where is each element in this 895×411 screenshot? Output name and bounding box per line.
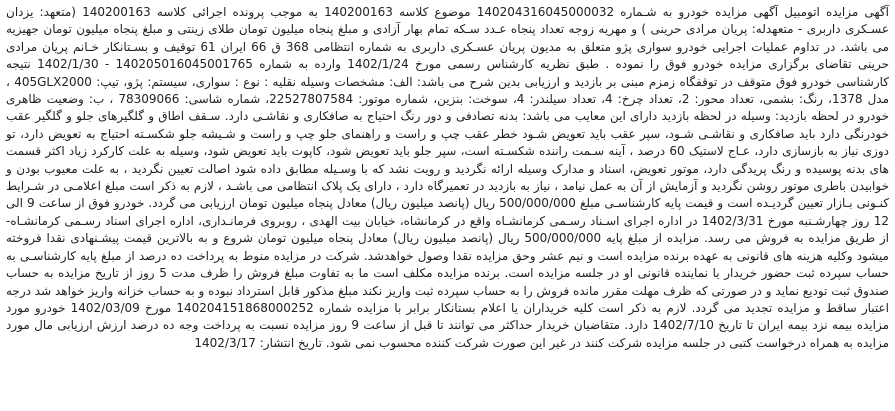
auction-notice-text: آگهی مزایده اتومبیل آگهی مزایده خودرو به شـماره 140204316045000032 موضوع کلاسه 140200163 به موجب پرونده اجرائی کلاسه 140200163 (متعهد: یزدان عسـکری داربری - متعهدله: پریان مرادی حرینی ) و مهریه زوجه تعداد پنجاه عـدد سـکه تمام بهار آزادی و مبلغ پنجاه میلیون تومان طلای زینتی و مبلغ پنجاه میلیون تومان جهیزیه می باشد. در تداوم عملیات اجرایی خودرو سواری پژو متعلق به مدیون پریان عسـکری داربری به شماره انتظامی 368 ق 66 ایران 61 توقیف و بسـتانکار خـانم پریان مرادی حرینی تقاضای برگزاری مزایده خودرو فوق را نموده . طبق نظریه کارشناس رسمی مورخ 1402/1/24 وارده به شماره 140205016045001765 - 1402/1/30 نتیجه کارشناسی خودرو فوق متوقف در توقفگاه زمزم مبنی بر بازدید و ارزیابی بدین شرح می باشد: الف: مشخصات وسیله نقلیه : نوع : سواری، سیستم: پژو، تیپ: 405GLX2000 ، مدل 1378، رنگ: بشمی، تعداد محور: 2، تعداد چرخ: 4، تعداد سیلندر: 4، سوخت: بنزین، شماره موتور: 22527807584، شماره شاسی: 78309066 ، ب: وضعیت ظاهری خودرو در لحظه بازدید: وسیله در لحظه بازدید دارای این معایب می باشد: بدنه تصادفی و دور رنگ احتیاج به صافکاری و نقاشـی دارد. سـقف اطاق و گلگیرهای جلو و گلگیر عقب خودرنگی دارد باید صافکاری و نقاشـی شـود، سپر عقب باید تعویض شـود خطر عقب چپ و راست و راهنمای جلو چپ و راست و شـیشه جلو شکسـته احتیاج به تعویض دارد، تو دوزی نیاز به بازسازی دارد، عـاج لاستیک 60 درصد ، آینه سـمت راننده شکسـته است، سپر جلو باید تعویض شود، کاپوت باید تعویض شود، وسیله به علت کارکرد زیاد اکثر قسمت های بدنه پوسیده و رنگ پریدگی دارد، موتور تعویض، اسناد و مدارک وسیله ارائه نگردید و رویت نشد که با وسـیله مطابق داده شود اصالت تعیین نگردید ، به علت معیوب بودن و خوابیدن باطری موتور روشن نگردید و آزمایش از آن به عمل نیامد ، نیاز به بازدید در تعمیرگاه دارد ، دارای یک پلاک انتظامی می باشـد ، لازم به ذکر است مبلغ اعلامـی در شـرایط کنـونی بـازار تعیین گردیـده است و قیمت پایه کارشناسـی مبلغ 500/000/000 ریال (پانصد میلیون ریال) معادل پنجاه میلیون تومان ارزیابی می گردد. خودرو فوق از ساعت 9 الی 12 روز چهارشـنبه مورخ 1402/3/31 در اداره اجرای اسـناد رسـمی کرمانشـاه واقع در کرمانشاه، خیابان بیت الهدی ، روبروی فرمانـداری، اداره اجرای اسناد رسـمی کرمانشـاه- از طریق مزایده به فروش می رسد. مزایده از مبلغ پایه 500/000/000 ریال (پانصد میلیون ریال) معادل پنجاه میلیون تومان شروع و به بالاترین قیمت پیشـنهادی نقدا فروخته میشود وکلیه هزینه های قانونی به عهده برنده مزایده است و نیم عشر وحق مزایده نقدا وصول خواهدشد. شرکت در مزایده منوط به پرداخت ده درصد از مبلغ پایه کارشناسـی به حساب سپرده ثبت حضور خریدار یا نماینده قانونی او در جلسه مزایده است. برنده مزایده مکلف است ما به تفاوت مبلغ فروش را ظرف مدت 5 روز از تاریخ مزایده به حساب صندوق ثبت تودیع نماید و در صورتی که ظرف مهلت مقرر مانده فروش را به حساب سپرده ثبت واریز نکند مبلغ مذکور قابل استرداد نبوده و به حساب خزانه واریز خواهد شد درجه اعتبار ساقط و مزایده تجدید می گردد. لازم به ذکر است کلیه خریداران یا اعلام بستانکار برابر با مزایده شماره 140204151868000252 مورخ 1402/03/09 خودرو مورد مزایده بیمه نزد بیمه ایران تا تاریخ 1402/7/10 دارد. متقاضیان خریدار حداکثر می توانند تا قبل از ساعت 9 روز مزایده نسبت به پرداخت وجه ده درصد ارزش ارزیابی مال مورد مزایده به همراه درخواست کتبی در جلسه مزایده شرکت کنند در غیر این صورت شرکت کننده محسوب نمی شود. تاریخ انتشار: 1402/3/17 xyxy=(6,5,890,350)
